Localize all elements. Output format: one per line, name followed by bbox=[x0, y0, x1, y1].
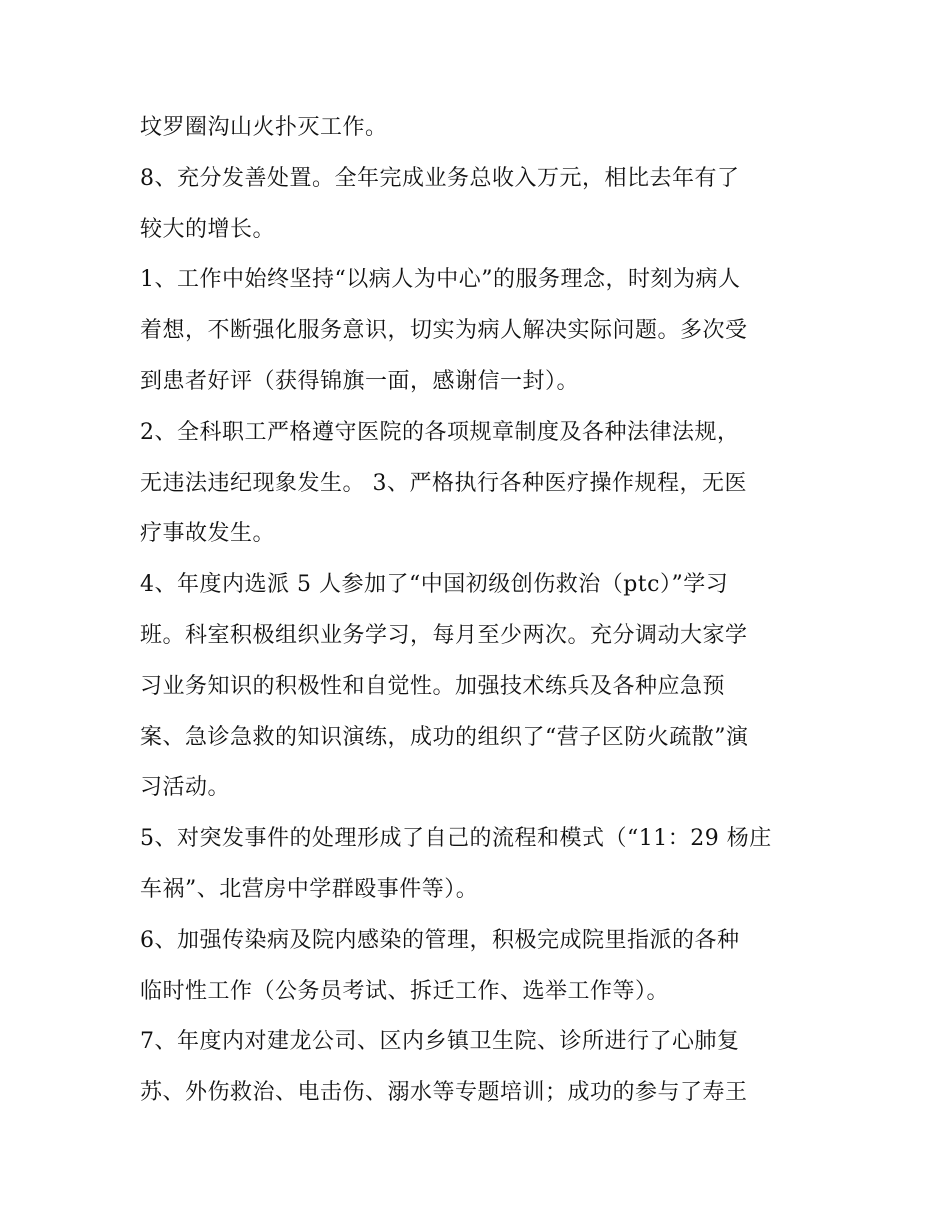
text-line: 车祸”、北营房中学群殴事件等）。 bbox=[140, 876, 479, 902]
text-line: 到患者好评（获得锦旗一面，感谢信一封）。 bbox=[140, 368, 580, 394]
text-line: 6、加强传染病及院内感染的管理，积极完成院里指派的各种 bbox=[140, 927, 740, 953]
text-line: 4、年度内选派 5 人参加了“中国初级创伤救治（ptc）”学习 bbox=[140, 572, 729, 598]
text-line: 苏、外伤救治、电击伤、溺水等专题培训；成功的参与了寿王 bbox=[140, 1080, 748, 1106]
text-line: 案、急诊急救的知识演练，成功的组织了“营子区防火疏散”演 bbox=[140, 724, 749, 750]
text-line: 5、对突发事件的处理形成了自己的流程和模式（“11：29 杨庄 bbox=[140, 826, 772, 852]
document-body bbox=[140, 108, 820, 1124]
text-line: 临时性工作（公务员考试、拆迁工作、选举工作等）。 bbox=[140, 978, 670, 1004]
text-line: 1、工作中始终坚持“以病人为中心”的服务理念，时刻为病人 bbox=[140, 267, 741, 293]
text-line: 较大的增长。 bbox=[140, 216, 276, 242]
text-line: 2、全科职工严格遵守医院的各项规章制度及各种法律法规， bbox=[140, 419, 740, 445]
text-line: 坟罗圈沟山火扑灭工作。 bbox=[140, 115, 388, 140]
text-line: 着想，不断强化服务意识，切实为病人解决实际问题。多次受 bbox=[140, 318, 748, 344]
text-line: 习业务知识的积极性和自觉性。加强技术练兵及各种应急预 bbox=[140, 673, 726, 699]
text-line: 8、充分发善处置。全年完成业务总收入万元，相比去年有了 bbox=[140, 165, 740, 191]
text-line: 疗事故发生。 bbox=[140, 521, 276, 547]
text-line: 习活动。 bbox=[140, 775, 231, 801]
text-line: 班。科室积极组织业务学习，每月至少两次。充分调动大家学 bbox=[140, 622, 748, 648]
text-line: 7、年度内对建龙公司、区内乡镇卫生院、诊所进行了心肺复 bbox=[140, 1029, 740, 1055]
text-line: 无违法违纪现象发生。 3、严格执行各种医疗操作规程，无医 bbox=[140, 470, 747, 496]
